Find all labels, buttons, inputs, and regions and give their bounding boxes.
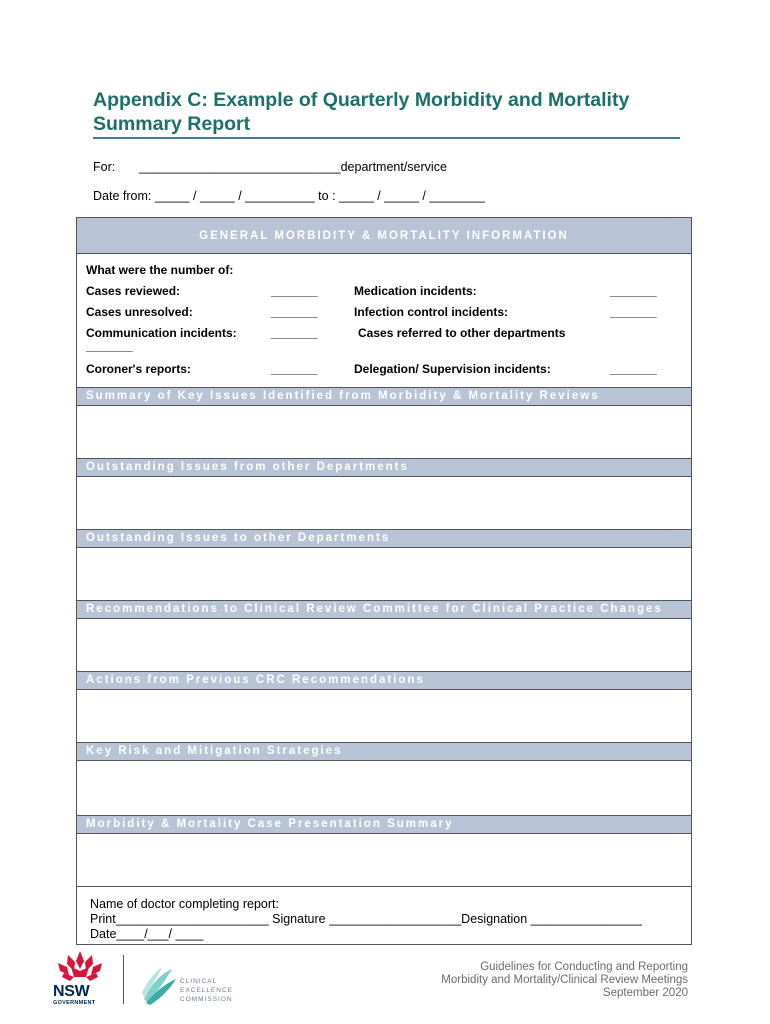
cec-wordmark [180, 977, 233, 1004]
cases-reviewed-label: Cases reviewed: [86, 284, 181, 298]
cec-word-2: EXCELLENCE [180, 987, 233, 994]
coroners-reports-blank[interactable]: _______ [271, 362, 318, 376]
section-header-previous-actions: Actions from Previous CRC Recommendations [77, 671, 691, 690]
section-header-issues-from-departments: Outstanding Issues from other Departments [77, 458, 691, 477]
communication-incidents-label: Communication incidents: [86, 326, 237, 340]
footer-line-1: Guidelines for Conducting and Reporting [480, 961, 688, 973]
communication-incidents-blank[interactable]: _______ [271, 326, 318, 340]
section-header-key-issues: Summary of Key Issues Identified from Morbidity & Mortality Reviews [77, 387, 691, 406]
section-header-recommendations: Recommendations to Clinical Review Committee for Clinical Practice Changes [77, 600, 691, 619]
cases-reviewed-blank[interactable]: _______ [271, 284, 318, 298]
cec-word-3: COMMISSION [180, 996, 233, 1003]
medication-incidents-blank[interactable]: _______ [610, 284, 657, 298]
coroners-reports-label: Coroner's reports: [86, 362, 191, 376]
section-body-issues-from-departments[interactable] [77, 477, 691, 529]
section-header-key-risk: Key Risk and Mitigation Strategies [77, 742, 691, 761]
section-header-case-presentation: Morbidity & Mortality Case Presentation Summary [77, 815, 691, 834]
for-label: For: [93, 160, 116, 174]
doctor-name-label: Name of doctor completing report: [90, 897, 279, 911]
logo-divider [123, 955, 124, 1004]
report-form [76, 217, 692, 887]
page-title [93, 88, 683, 136]
section-body-case-presentation[interactable] [77, 834, 691, 886]
for-value[interactable]: _____________________________department/service [139, 160, 447, 174]
title-underline [93, 137, 680, 139]
delegation-supervision-label: Delegation/ Supervision incidents: [354, 362, 551, 376]
section-body-key-issues[interactable] [77, 406, 691, 458]
section-body-previous-actions[interactable] [77, 690, 691, 742]
number-of-question: What were the number of: [86, 263, 234, 277]
document-footer [441, 961, 688, 1000]
general-info-header: GENERAL MORBIDITY & MORTALITY INFORMATION [77, 218, 691, 254]
date-line[interactable]: Date____/___/ ____ [90, 927, 204, 941]
delegation-supervision-blank[interactable]: _______ [610, 362, 657, 376]
page-title-line-1: Appendix C: Example of Quarterly Morbidity and Mortality [93, 89, 630, 111]
section-body-recommendations[interactable] [77, 619, 691, 671]
section-body-key-risk[interactable] [77, 761, 691, 815]
print-signature-designation-line[interactable]: Print______________________ Signature ___________________Designation ________________ [90, 912, 642, 926]
cec-logo-icon [140, 963, 180, 1007]
cases-unresolved-label: Cases unresolved: [86, 305, 193, 319]
nsw-wordmark: NSW [53, 983, 90, 1000]
cases-unresolved-blank[interactable]: _______ [271, 305, 318, 319]
cases-referred-label: Cases referred to other departments [358, 326, 566, 340]
medication-incidents-label: Medication incidents: [354, 284, 477, 298]
sign-off-box [76, 887, 692, 945]
date-range-field[interactable]: Date from: _____ / _____ / __________ to : _____ / _____ / ________ [93, 189, 485, 203]
footer-line-3: September 2020 [602, 987, 688, 999]
footer-line-2: Morbidity and Mortality/Clinical Review Meetings [441, 974, 688, 986]
cases-referred-blank[interactable]: _______ [86, 339, 133, 353]
general-info-body [77, 254, 691, 387]
government-wordmark: GOVERNMENT [53, 1000, 96, 1006]
page-title-line-2: Summary Report [93, 113, 251, 135]
section-header-issues-to-departments: Outstanding Issues to other Departments [77, 529, 691, 548]
section-body-issues-to-departments[interactable] [77, 548, 691, 600]
cec-word-1: CLINICAL [180, 978, 218, 985]
for-field [93, 160, 447, 174]
infection-control-blank[interactable]: _______ [610, 305, 657, 319]
infection-control-label: Infection control incidents: [354, 305, 509, 319]
